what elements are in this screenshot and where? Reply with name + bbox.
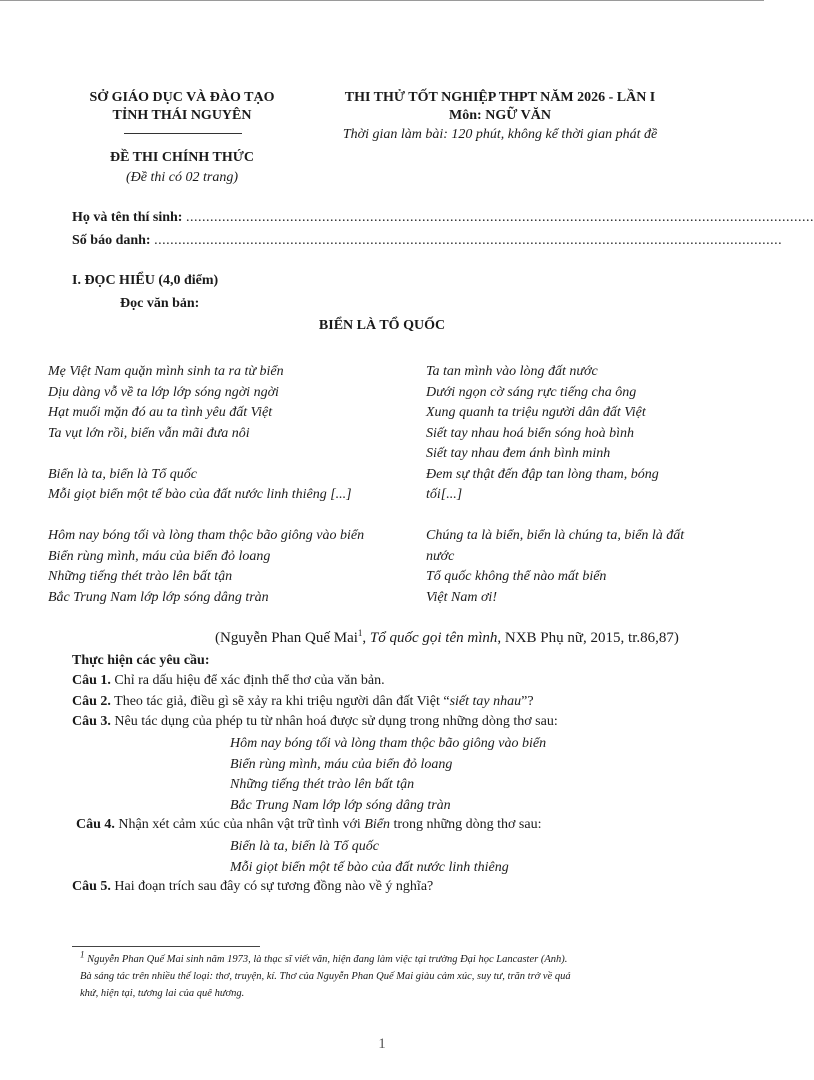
excerpt-line: Biển rùng mình, máu của biển đỏ loang xyxy=(230,756,453,772)
poem-line: Siết tay nhau hoá biển sóng hoà bình xyxy=(426,425,635,441)
citation-author: (Nguyễn Phan Quế Mai xyxy=(215,630,358,646)
poem-line: Hạt muối mặn đó au ta tình yêu đất Việt xyxy=(48,405,273,420)
official-label: ĐỀ THI CHÍNH THỨC xyxy=(109,150,255,165)
excerpt-line: Hôm nay bóng tối và lòng tham thộc bão giông vào biển xyxy=(230,736,547,751)
poem-line: Những tiếng thét trào lên bất tận xyxy=(48,569,233,584)
poem-line: Mỗi giọt biển một tế bào của đất nước linh thiêng [...] xyxy=(48,487,352,502)
poem-line: Tổ quốc không thể nào mất biển xyxy=(426,569,607,584)
poem-line: Siết tay nhau đem ánh bình minh xyxy=(426,446,611,461)
pages-note: (Đề thi có 02 trang) xyxy=(126,170,238,185)
read-label: Đọc văn bản: xyxy=(120,296,200,311)
question-4-text: Nhận xét cảm xúc của nhân vật trữ tình với xyxy=(114,817,365,832)
question-3-excerpt xyxy=(230,734,546,816)
question-3 xyxy=(72,714,558,730)
footnote-marker: 1 xyxy=(357,628,363,638)
citation-book: Tổ quốc gọi tên mình xyxy=(369,630,498,646)
poem-line: Mẹ Việt Nam quặn mình sinh ta ra từ biển xyxy=(48,364,284,379)
poem-line: Biển là ta, biển là Tổ quốc xyxy=(48,466,197,482)
questions-heading: Thực hiện các yêu cầu: xyxy=(72,653,210,668)
question-2-end: ”? xyxy=(521,694,534,709)
page-number: 1 xyxy=(378,1036,386,1052)
province-name: TỈNH THÁI NGUYÊN xyxy=(112,108,252,123)
section-title: I. ĐỌC HIỂU (4,0 điểm) xyxy=(72,273,219,288)
question-1-label: Câu 1. xyxy=(72,673,111,688)
poem-line: Dịu dàng vỗ về ta lớp lớp sóng ngời ngời xyxy=(48,384,279,400)
footnote-number: 1 xyxy=(80,949,85,960)
poem-line: Biển rùng mình, máu của biển đỏ loang xyxy=(48,548,271,564)
poem-line: Hôm nay bóng tối và lòng tham thộc bão giông vào biển xyxy=(48,528,365,543)
question-4-excerpt xyxy=(230,837,509,878)
excerpt-line: Những tiếng thét trào lên bất tận xyxy=(230,777,415,792)
poem-line: Việt Nam ơi! xyxy=(426,589,497,605)
footnote-text: Nguyễn Phan Quế Mai sinh năm 1973, là thạc sĩ viết văn, hiện đang làm việc tại trường Đại học Lancaster (Anh). xyxy=(87,954,568,965)
poem-line: Ta vụt lớn rồi, biển vẫn mãi đưa nôi xyxy=(48,425,250,441)
poem-line: Bắc Trung Nam lớp lớp sóng dâng tràn xyxy=(48,589,269,605)
exam-title: THI THỬ TỐT NGHIỆP THPT NĂM 2026 - LẦN I xyxy=(344,90,656,105)
footnote-line-3: khứ, hiện tại, tương lai của quê hương. xyxy=(80,988,245,999)
question-5 xyxy=(72,879,433,895)
candidate-name-line xyxy=(72,210,814,226)
poem-citation xyxy=(215,630,679,647)
excerpt-line: Mỗi giọt biển một tế bào của đất nước linh thiêng xyxy=(230,859,509,875)
question-2 xyxy=(72,694,534,710)
department-name: SỞ GIÁO DỤC VÀ ĐÀO TẠO xyxy=(89,90,275,105)
page-top-border xyxy=(0,0,764,1)
poem-line: Đem sự thật đến đập tan lòng tham, bóng xyxy=(426,466,659,482)
citation-publisher: , NXB Phụ nữ, 2015, tr.86,87) xyxy=(497,630,679,646)
poem-title: BIỂN LÀ TỔ QUỐC xyxy=(318,318,446,333)
question-4-subject: Biển xyxy=(364,817,390,832)
excerpt-line: Bắc Trung Nam lớp lớp sóng dâng tràn xyxy=(230,797,451,813)
candidate-name-label: Họ và tên thí sinh: xyxy=(72,210,183,225)
poem-line xyxy=(48,444,364,465)
question-4-end: trong những dòng thơ sau: xyxy=(389,817,542,832)
candidate-number-label: Số báo danh: xyxy=(72,233,151,248)
poem-line: Xung quanh ta triệu người dân đất Việt xyxy=(426,405,646,420)
question-1 xyxy=(72,673,385,689)
candidate-name-dots: ............................................................................................................................................................. xyxy=(185,210,814,225)
footnote-line-2: Bà sáng tác trên nhiều thể loại: thơ, truyện, kí. Thơ của Nguyễn Phan Quế Mai giàu cảm xúc, suy tư, trăn trở về quá xyxy=(80,971,571,982)
subject: Môn: NGỮ VĂN xyxy=(449,108,551,123)
poem-line xyxy=(426,506,684,527)
citation-separator: , xyxy=(362,630,370,646)
poem-line: Chúng ta là biển, biển là chúng ta, biển là đất xyxy=(426,528,685,543)
poem-left-column xyxy=(48,362,364,608)
question-4-label: Câu 4. xyxy=(76,817,115,832)
question-4 xyxy=(76,817,541,833)
poem-line: Ta tan mình vào lòng đất nước xyxy=(426,364,598,379)
question-5-text: Hai đoạn trích sau đây có sự tương đồng nào về ý nghĩa? xyxy=(110,879,434,894)
question-1-text: Chỉ ra dấu hiệu để xác định thể thơ của văn bản. xyxy=(110,673,385,688)
poem-line: nước xyxy=(426,548,455,564)
poem-line xyxy=(48,506,364,527)
footnote-divider xyxy=(72,946,260,947)
poem-right-column xyxy=(426,362,684,608)
question-2-label: Câu 2. xyxy=(72,694,111,709)
question-5-label: Câu 5. xyxy=(72,879,111,894)
question-3-text: Nêu tác dụng của phép tu từ nhân hoá được sử dụng trong những dòng thơ sau: xyxy=(110,714,558,729)
footnote-line-1 xyxy=(80,949,568,967)
question-3-label: Câu 3. xyxy=(72,714,111,729)
poem-line: tối[...] xyxy=(426,487,463,502)
time-note: Thời gian làm bài: 120 phút, không kể thời gian phát đề xyxy=(342,127,658,142)
candidate-number-dots: ............................................................................................................................................................. xyxy=(154,233,783,248)
header-divider xyxy=(124,133,242,134)
excerpt-line: Biển là ta, biển là Tổ quốc xyxy=(230,839,379,854)
question-2-quote: siết tay nhau xyxy=(449,694,522,709)
candidate-number-line xyxy=(72,233,783,249)
question-2-text: Theo tác giả, điều gì sẽ xảy ra khi triệu người dân đất Việt “ xyxy=(110,694,450,709)
poem-line: Dưới ngọn cờ sáng rực tiếng cha ông xyxy=(426,384,637,400)
